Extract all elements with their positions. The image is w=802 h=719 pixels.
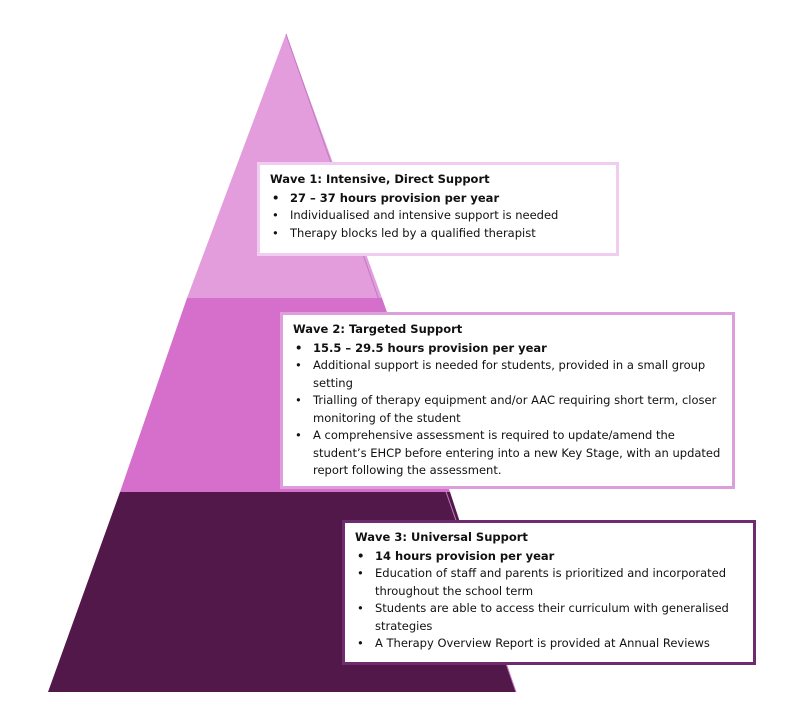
wave-2-list [293,340,722,480]
wave-3-box [342,520,756,665]
wave-2-item: • Additional support is needed for students, provided in a small group setting [293,357,722,392]
wave-3-list [355,548,743,653]
wave-1-item: • Individualised and intensive support is needed [270,207,606,225]
wave-1-item: • Therapy blocks led by a qualified therapist [270,225,606,243]
wave-2-item: • Trialling of therapy equipment and/or AAC requiring short term, closer monitoring of the student [293,392,722,427]
wave-2-title: Wave 2: Targeted Support [293,322,463,336]
wave-2-item: • A comprehensive assessment is required to update/amend the student’s EHCP before entering into a new Key Stage, with an updated report following the assessment. [293,427,722,480]
wave-2-box [280,312,735,489]
wave-3-item: • Students are able to access their curriculum with generalised strategies [355,600,743,635]
wave-1-hours: • 27 – 37 hours provision per year [270,190,606,208]
wave-3-item: • A Therapy Overview Report is provided at Annual Reviews [355,635,743,653]
wave-2-hours: • 15.5 – 29.5 hours provision per year [293,340,722,358]
wave-1-list [270,190,606,243]
wave-3-hours: • 14 hours provision per year [355,548,743,566]
wave-1-box [257,162,619,256]
wave-3-title: Wave 3: Universal Support [355,530,528,544]
wave-3-item: • Education of staff and parents is prioritized and incorporated throughout the school term [355,565,743,600]
wave-1-title: Wave 1: Intensive, Direct Support [270,172,490,186]
